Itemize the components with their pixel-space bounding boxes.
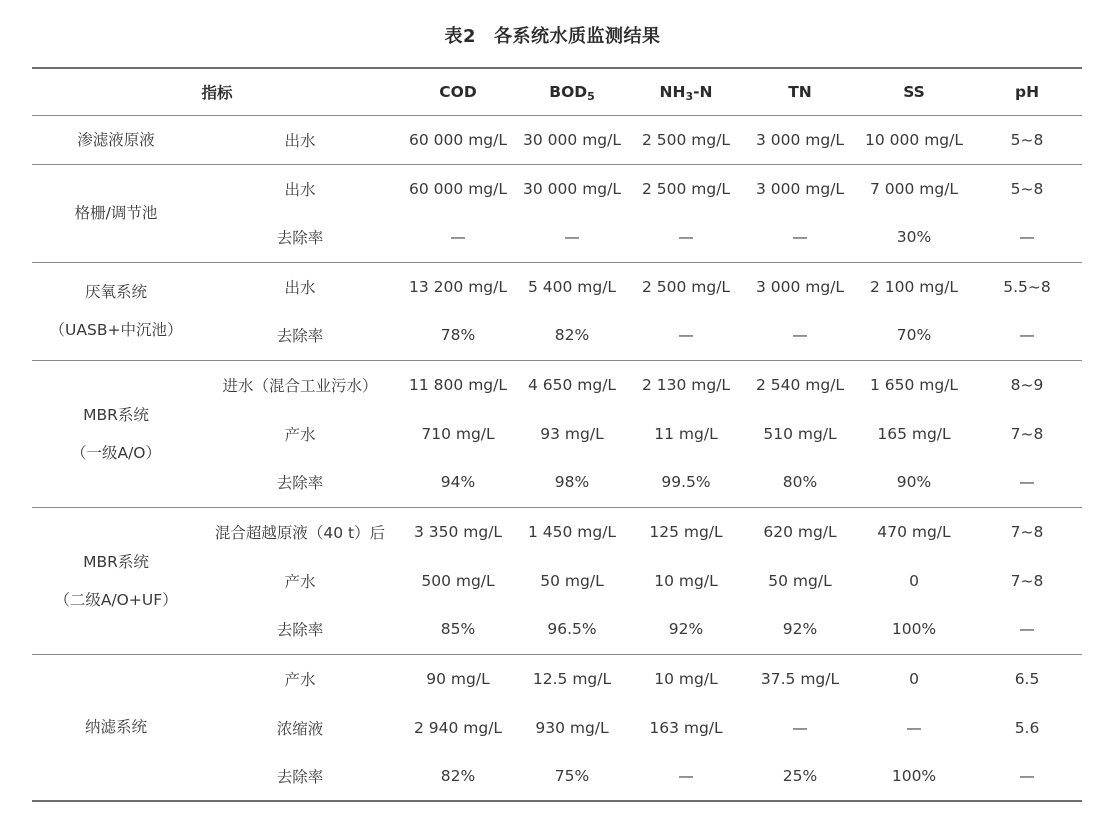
header-nh3n (628, 68, 744, 115)
cod-cell: 82% (440, 767, 476, 785)
system-name-line: （UASB+中沉池） (49, 321, 183, 339)
header-index: 指标 (201, 83, 233, 102)
table-header (32, 68, 1082, 115)
header-ss: SS (903, 82, 925, 101)
cod-cell: 11 800 mg/L (409, 375, 507, 394)
cod-cell: 3 350 mg/L (413, 522, 503, 541)
system-name-cell (32, 654, 200, 801)
item-cell: 出水 (284, 180, 316, 199)
cod-cell: 500 mg/L (421, 571, 495, 590)
table-number: 表2 (444, 26, 477, 47)
item-cell: 出水 (284, 131, 316, 150)
table-title: 各系统水质监测结果 (494, 26, 661, 47)
nh3n-cell: 99.5% (661, 473, 711, 492)
header-nh3n-post: -N (693, 82, 713, 101)
system-group (32, 654, 1082, 801)
ph-cell: — (1019, 620, 1035, 639)
cod-cell: 2 940 mg/L (413, 718, 503, 737)
tn-cell: 92% (782, 620, 818, 639)
ss-cell: 100% (891, 767, 937, 785)
ss-cell: 2 100 mg/L (869, 277, 959, 296)
item-cell: 产水 (284, 572, 316, 591)
table-row (32, 654, 1082, 703)
bod5-cell: 30 000 mg/L (523, 130, 621, 149)
nh3n-cell: — (678, 326, 694, 345)
system-name-line: 纳滤系统 (84, 718, 147, 737)
tn-cell: 2 540 mg/L (755, 375, 845, 394)
item-cell: 去除率 (276, 474, 324, 493)
system-group (32, 115, 1082, 164)
header-bod5 (516, 68, 628, 115)
ss-cell: 0 (909, 669, 919, 688)
tn-cell: — (792, 228, 808, 247)
cod-cell: 13 200 mg/L (409, 277, 507, 296)
table-row (32, 360, 1082, 409)
nh3n-cell: — (678, 767, 694, 785)
ph-cell: 7~8 (1010, 522, 1044, 541)
nh3n-cell: 10 mg/L (654, 669, 718, 688)
ss-cell: 10 000 mg/L (865, 130, 963, 149)
water-quality-table (32, 67, 1082, 802)
ss-cell: 7 000 mg/L (869, 179, 959, 198)
ph-cell: — (1019, 326, 1035, 345)
bod5-cell: 4 650 mg/L (527, 375, 617, 394)
ss-cell: 30% (896, 228, 932, 247)
header-nh3n-pre: NH (659, 82, 686, 101)
tn-cell: 25% (782, 767, 818, 785)
table-caption (0, 22, 1105, 48)
ph-cell: 5~8 (1010, 130, 1044, 149)
bod5-cell: 5 400 mg/L (527, 277, 617, 296)
ss-cell: 70% (896, 326, 932, 345)
system-group (32, 164, 1082, 262)
table-row (32, 164, 1082, 213)
bod5-cell: 30 000 mg/L (523, 179, 621, 198)
item-cell: 去除率 (276, 229, 324, 248)
cod-cell: 94% (440, 473, 476, 492)
item-cell: 去除率 (276, 768, 324, 786)
ph-cell: 5~8 (1010, 179, 1044, 198)
ph-cell: — (1019, 767, 1035, 785)
system-name-cell (32, 164, 200, 262)
header-bod5-subscript: 5 (587, 89, 595, 103)
cod-cell: 60 000 mg/L (409, 179, 507, 198)
item-cell: 浓缩液 (276, 719, 324, 738)
tn-cell: 80% (782, 473, 818, 492)
system-name-line: MBR系统 (83, 405, 149, 424)
system-name-line: （二级A/O+UF） (54, 590, 178, 609)
system-group (32, 262, 1082, 360)
system-name-line: 渗滤液原液 (77, 130, 155, 149)
tn-cell: 50 mg/L (768, 571, 832, 590)
item-cell: 出水 (284, 278, 316, 297)
bod5-cell: 82% (554, 326, 590, 345)
header-nh3n-subscript: 3 (685, 89, 694, 103)
system-name-line: （一级A/O） (70, 443, 162, 462)
table-row (32, 262, 1082, 311)
system-name-line: MBR系统 (83, 552, 149, 571)
tn-cell: 3 000 mg/L (755, 277, 845, 296)
ph-cell: 7~8 (1010, 571, 1044, 590)
item-cell: 去除率 (276, 327, 324, 346)
system-name-cell (32, 115, 200, 164)
tn-cell: 3 000 mg/L (755, 179, 845, 198)
ph-cell: 8~9 (1010, 375, 1044, 394)
item-cell: 产水 (284, 425, 316, 444)
nh3n-cell: 2 500 mg/L (641, 277, 731, 296)
nh3n-cell: 2 500 mg/L (641, 130, 731, 149)
ss-cell: 165 mg/L (877, 424, 951, 443)
nh3n-cell: 125 mg/L (649, 522, 723, 541)
system-group (32, 507, 1082, 654)
system-group (32, 360, 1082, 507)
tn-cell: 3 000 mg/L (755, 130, 845, 149)
bod5-cell: 98% (554, 473, 590, 492)
system-name-cell (32, 507, 200, 654)
cod-cell: — (450, 228, 466, 247)
bod5-cell: 75% (554, 767, 590, 785)
bod5-cell: 50 mg/L (540, 571, 604, 590)
ss-cell: — (906, 718, 922, 737)
system-name-cell (32, 262, 200, 360)
ss-cell: 470 mg/L (877, 522, 951, 541)
tn-cell: 37.5 mg/L (760, 669, 840, 688)
item-cell: 产水 (284, 670, 316, 689)
ph-cell: 5.5~8 (1003, 277, 1051, 296)
item-cell: 进水（混合工业污水） (222, 376, 378, 395)
table-row (32, 115, 1082, 164)
bod5-cell: — (564, 228, 580, 247)
ph-cell: 7~8 (1010, 424, 1044, 443)
cod-cell: 78% (440, 326, 476, 345)
table-row (32, 507, 1082, 556)
bod5-cell: 1 450 mg/L (527, 522, 617, 541)
header-tn: TN (788, 82, 812, 101)
header-bod5-base: BOD (549, 82, 588, 101)
nh3n-cell: 11 mg/L (654, 424, 718, 443)
bod5-cell: 93 mg/L (540, 424, 604, 443)
nh3n-cell: 2 130 mg/L (641, 375, 731, 394)
tn-cell: 620 mg/L (763, 522, 837, 541)
cod-cell: 710 mg/L (421, 424, 495, 443)
ph-cell: — (1019, 473, 1035, 492)
header-row (32, 68, 1082, 115)
ph-cell: 6.5 (1014, 669, 1040, 688)
tn-cell: — (792, 326, 808, 345)
ss-cell: 0 (909, 571, 919, 590)
nh3n-cell: 92% (668, 620, 704, 639)
header-ph: pH (1014, 82, 1040, 101)
nh3n-cell: 2 500 mg/L (641, 179, 731, 198)
header-cod: COD (439, 82, 477, 101)
tn-cell: 510 mg/L (763, 424, 837, 443)
system-name-line: 厌氧系统 (84, 283, 147, 301)
nh3n-cell: 163 mg/L (649, 718, 723, 737)
bod5-cell: 12.5 mg/L (532, 669, 612, 688)
item-cell: 去除率 (276, 621, 324, 640)
tn-cell: — (792, 718, 808, 737)
bod5-cell: 930 mg/L (535, 718, 609, 737)
item-cell: 混合超越原液（40 t）后 (214, 523, 386, 542)
system-name-line: 格栅/调节池 (74, 204, 158, 222)
ss-cell: 90% (896, 473, 932, 492)
system-name-cell (32, 360, 200, 507)
ss-cell: 1 650 mg/L (869, 375, 959, 394)
bod5-cell: 96.5% (547, 620, 597, 639)
ph-cell: — (1019, 228, 1035, 247)
nh3n-cell: — (678, 228, 694, 247)
cod-cell: 60 000 mg/L (409, 130, 507, 149)
ph-cell: 5.6 (1014, 718, 1040, 737)
ss-cell: 100% (891, 620, 937, 639)
cod-cell: 90 mg/L (426, 669, 490, 688)
nh3n-cell: 10 mg/L (654, 571, 718, 590)
cod-cell: 85% (440, 620, 476, 639)
